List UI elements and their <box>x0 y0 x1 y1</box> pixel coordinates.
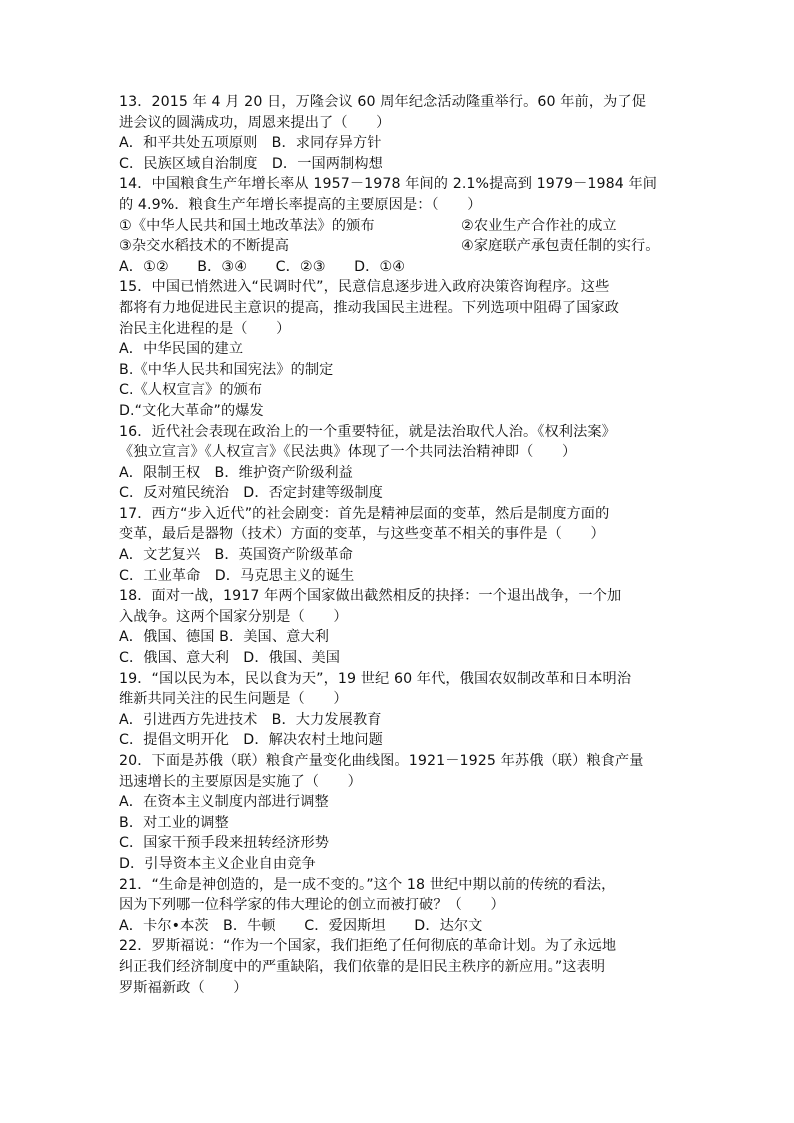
answer-option: A．引进西方先进技术 B．大力发展教育 <box>119 711 382 728</box>
question-text: 14．中国粮食生产年增长率从 1957－1978 年间的 2.1%提高到 1979－1984 年间 <box>119 176 658 193</box>
question-text: 进会议的圆满成功，周恩来提出了（ ） <box>119 114 391 131</box>
answer-option: D．引导资本主义企业自由竞争 <box>119 855 316 872</box>
question-text: 迅速增长的主要原因是实施了（ ） <box>119 773 362 790</box>
question-text: 维新共同关注的民生问题是（ ） <box>119 691 348 708</box>
question-19 <box>119 669 679 751</box>
statement-item: ②农业生产合作社的成立 <box>461 217 617 234</box>
question-20 <box>119 751 679 875</box>
question-text: 因为下列哪一位科学家的伟大理论的创立而被打破？（ ） <box>119 897 505 914</box>
question-17 <box>119 504 679 586</box>
answer-option: C．提倡文明开化 D．解决农村土地问题 <box>119 732 383 749</box>
statement-item: ①《中华人民共和国土地改革法》的颁布 <box>119 217 375 234</box>
statement-row <box>119 236 679 257</box>
question-text: 的 4.9%．粮食生产年增长率提高的主要原因是：（ ） <box>119 196 482 213</box>
question-text: 15．中国已悄然进入“民调时代”，民意信息逐步进入政府决策咨询程序。这些 <box>119 279 610 296</box>
exam-page <box>119 92 679 998</box>
question-text: 变革，最后是器物（技术）方面的变革，与这些变革不相关的事件是（ ） <box>119 526 605 543</box>
answer-option: D.“文化大革命”的爆发 <box>119 402 264 419</box>
question-text: 19．“国以民为本，民以食为天”，19 世纪 60 年代，俄国农奴制改革和日本明治 <box>119 670 632 687</box>
answer-option: C．工业革命 D．马克思主义的诞生 <box>119 567 355 584</box>
answer-option: A．和平共处五项原则 B．求同存异方针 <box>119 135 382 152</box>
question-text: 21．“生命是神创造的，是一成不变的。”这个 18 世纪中期以前的传统的看法， <box>119 876 616 893</box>
question-13 <box>119 92 679 174</box>
question-text: 18．面对一战，1917 年两个国家做出截然相反的抉择：一个退出战争，一个加 <box>119 588 622 605</box>
answer-option: A．文艺复兴 B．英国资产阶级革命 <box>119 547 353 564</box>
question-text: 20．下面是苏俄（联）粮食产量变化曲线图。1921－1925 年苏俄（联）粮食产量 <box>119 753 644 769</box>
question-text: 治民主化进程的是（ ） <box>119 320 291 337</box>
answer-option: A．俄国、德国 B．美国、意大利 <box>119 629 329 646</box>
question-text: 纠正我们经济制度中的严重缺陷，我们依靠的是旧民主秩序的新应用。”这表明 <box>119 958 606 975</box>
answer-option: A．①② B．③④ C．②③ D．①④ <box>119 258 406 275</box>
answer-option: B．对工业的调整 <box>119 814 229 831</box>
answer-option: C.《人权宣言》的颁布 <box>119 382 263 399</box>
answer-option: A．中华民国的建立 <box>119 341 244 358</box>
question-text: 罗斯福新政（ ） <box>119 979 248 996</box>
statement-item: ④家庭联产承包责任制的实行。 <box>461 238 660 255</box>
answer-option: B.《中华人民共和国宪法》的制定 <box>119 361 334 378</box>
question-15 <box>119 277 679 421</box>
answer-option: C．国家干预手段来扭转经济形势 <box>119 835 330 852</box>
answer-option: C．俄国、意大利 D．俄国、美国 <box>119 650 341 667</box>
question-text: 17．西方“步入近代”的社会剧变：首先是精神层面的变革，然后是制度方面的 <box>119 505 610 522</box>
statement-row <box>119 216 679 237</box>
question-14 <box>119 174 679 277</box>
question-text: 22．罗斯福说：“作为一个国家，我们拒绝了任何彻底的革命计划。为了永远地 <box>119 938 617 955</box>
question-22 <box>119 936 679 998</box>
question-text: 16．近代社会表现在政治上的一个重要特征，就是法治取代人治。《权利法案》 <box>119 423 616 440</box>
answer-option: A．卡尔•本茨 B．牛顿 C．爱因斯坦 D．达尔文 <box>119 917 483 934</box>
statement-item: ③杂交水稻技术的不断提高 <box>119 238 289 255</box>
question-18 <box>119 586 679 668</box>
answer-option: A．限制王权 B．维护资产阶级利益 <box>119 464 353 481</box>
question-text: 13．2015 年 4 月 20 日，万隆会议 60 周年纪念活动隆重举行。60 年前，为了促 <box>119 94 646 110</box>
answer-option: C．反对殖民统治 D．否定封建等级制度 <box>119 485 383 502</box>
answer-option: C．民族区域自治制度 D．一国两制构想 <box>119 155 383 172</box>
question-text: 入战争。这两个国家分别是（ ） <box>119 608 348 625</box>
question-21 <box>119 875 679 937</box>
question-text: 《独立宣言》《人权宣言》《民法典》体现了一个共同法治精神即（ ） <box>119 444 577 461</box>
answer-option: A．在资本主义制度内部进行调整 <box>119 794 329 811</box>
question-16 <box>119 422 679 504</box>
question-text: 都将有力地促进民主意识的提高，推动我国民主进程。下列选项中阻碍了国家政 <box>119 299 620 316</box>
